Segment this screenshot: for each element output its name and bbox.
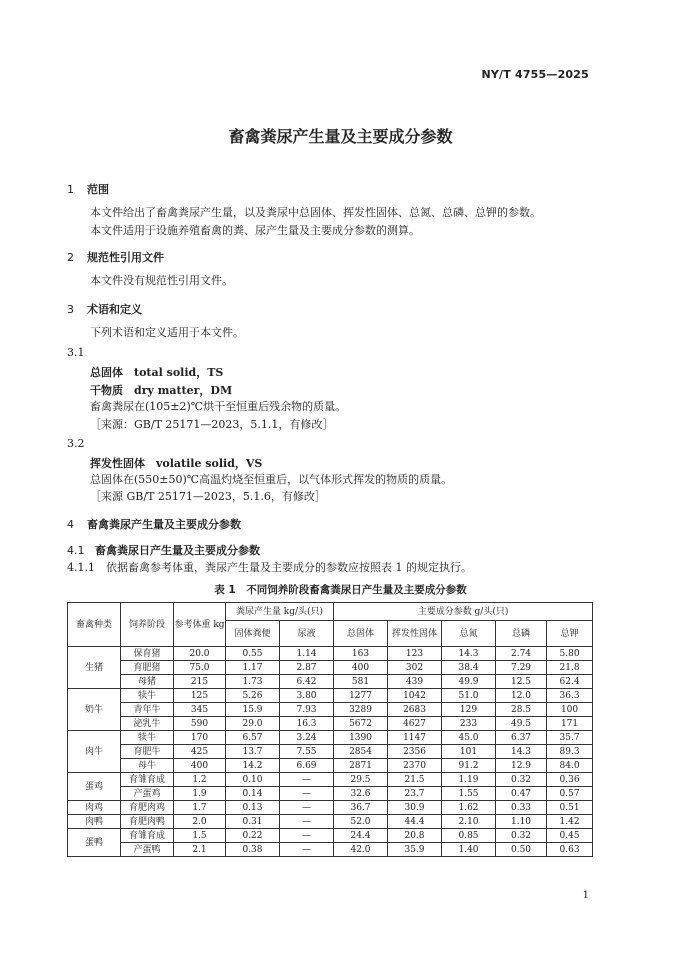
paragraph: 本文件给出了畜禽粪尿产生量，以及粪尿中总固体、挥发性固体、总氮、总磷、总钾的参数。 [90,206,541,219]
table-cell: 2.87 [280,661,334,675]
section-title: 术语和定义 [87,303,142,316]
header-stage: 饲养阶段 [121,603,174,647]
paragraph: 本文件适用于设施养殖畜禽的粪、尿产生量及主要成分参数的测算。 [90,224,420,237]
table-cell: 16.3 [280,717,334,731]
table-cell: 89.3 [547,745,593,759]
table-cell: 育雏育成 [121,773,174,787]
table-cell: 100 [547,703,593,717]
term-en: volatile solid，VS [156,457,263,470]
data-table [67,602,593,857]
term-zh: 干物质 [90,384,123,397]
table-cell: 0.57 [547,787,593,801]
table-cell: 49.9 [442,675,496,689]
table-cell: 犊牛 [121,689,174,703]
table-cell: 32.6 [334,787,388,801]
table-cell: 产蛋鸡 [121,787,174,801]
table-cell: 29.5 [334,773,388,787]
table-cell: 49.5 [496,717,547,731]
table-cell: 14.3 [496,745,547,759]
table-cell: 35.9 [388,843,442,857]
table-cell: 育肥肉鸭 [121,815,174,829]
table-cell: 青年牛 [121,703,174,717]
table-cell: 75.0 [174,661,226,675]
table-title: 表 1 不同饲养阶段畜禽粪尿日产生量及主要成分参数 [214,584,467,596]
table-cell: 0.38 [226,843,280,857]
section-number: 4.1 [67,544,85,557]
table-cell: 400 [334,661,388,675]
table-cell: 24.4 [334,829,388,843]
table-cell: 20.0 [174,647,226,661]
paragraph: 下列术语和定义适用于本文件。 [90,326,244,339]
term-en: total solid，TS [134,366,224,379]
table-cell: 30.9 [388,801,442,815]
table-cell: 保育猪 [121,647,174,661]
table-cell: — [280,829,334,843]
table-cell: 2683 [388,703,442,717]
table-cell: 0.22 [226,829,280,843]
section-title: 畜禽粪尿产生量及主要成分参数 [87,518,241,531]
table-cell: 6.57 [226,731,280,745]
table-cell: 5.26 [226,689,280,703]
page-number: 1 [582,890,589,901]
table-cell: 0.13 [226,801,280,815]
table-cell: 21.8 [547,661,593,675]
section-2-heading [67,249,164,265]
table-cell: 170 [174,731,226,745]
table-cell: 425 [174,745,226,759]
table-cell: 母牛 [121,759,174,773]
term-number: 3.1 [67,346,85,359]
table-cell: 0.45 [547,829,593,843]
paragraph: 本文件没有规范性引用文件。 [90,274,233,287]
term-source: ［来源 GB/T 25171—2023，5.1.6，有修改］ [90,490,326,503]
table-cell: 36.7 [334,801,388,815]
table-cell: 7.55 [280,745,334,759]
clause-number: 4.1.1 [67,561,95,574]
table-cell: 0.50 [496,843,547,857]
table-cell: 泌乳牛 [121,717,174,731]
section-3-heading [67,301,142,317]
table-cell: 171 [547,717,593,731]
table-cell: 2356 [388,745,442,759]
term-number: 3.2 [67,437,85,450]
document-title: 畜禽粪尿产生量及主要成分参数 [228,127,453,146]
species-cell: 肉牛 [68,731,121,773]
table-cell: 1.40 [442,843,496,857]
table-cell: 1.55 [442,787,496,801]
table-cell: 2.74 [496,647,547,661]
table-cell: 15.9 [226,703,280,717]
term-zh: 总固体 [90,366,123,379]
table-cell: 12.5 [496,675,547,689]
table-cell: 28.5 [496,703,547,717]
table-row [68,647,593,661]
table-cell: 13.7 [226,745,280,759]
table-cell: — [280,815,334,829]
table-cell: 1.9 [174,787,226,801]
table-cell: 2.0 [174,815,226,829]
table-cell: 123 [388,647,442,661]
table-cell: 439 [388,675,442,689]
table-cell: 1390 [334,731,388,745]
clause-text: 依据畜禽参考体重，粪尿产生量及主要成分的参数应按照表 1 的规定执行。 [106,561,472,574]
table-cell: 3.80 [280,689,334,703]
table-cell: 育肥牛 [121,745,174,759]
table-row [68,689,593,703]
table-cell: 1.14 [280,647,334,661]
table-cell: 6.69 [280,759,334,773]
header-tn: 总氮 [442,621,496,647]
table-cell: 14.3 [442,647,496,661]
table-cell: 1.7 [174,801,226,815]
table-cell: 0.32 [496,829,547,843]
table-cell: 育雏育成 [121,829,174,843]
table-cell: 0.31 [226,815,280,829]
section-title: 畜禽粪尿日产生量及主要成分参数 [95,544,260,557]
table-cell: 0.63 [547,843,593,857]
table-cell: 345 [174,703,226,717]
header-urine: 尿液 [280,621,334,647]
table-cell: 1.19 [442,773,496,787]
table-cell: 302 [388,661,442,675]
header-ts: 总固体 [334,621,388,647]
table-cell: 52.0 [334,815,388,829]
table-cell: 2370 [388,759,442,773]
standard-code: NY/T 4755—2025 [481,68,589,81]
table-cell: 3289 [334,703,388,717]
table-row [68,703,593,717]
header-vs: 挥发性固体 [388,621,442,647]
section-1-heading [67,181,109,197]
table-row [68,717,593,731]
table-row [68,773,593,787]
table-cell: 6.42 [280,675,334,689]
section-number: 1 [67,183,74,196]
table-cell: 12.0 [496,689,547,703]
header-output: 粪尿产生量 kg/头(只) [226,603,334,621]
term-definition: 畜禽粪尿在(105±2)℃烘干至恒重后残余物的质量。 [90,400,347,413]
term-dm [90,382,232,398]
table-cell: 5672 [334,717,388,731]
table-cell: 1042 [388,689,442,703]
table-cell: 0.10 [226,773,280,787]
table-cell: 1.17 [226,661,280,675]
table-cell: 400 [174,759,226,773]
table-row [68,759,593,773]
table-cell: 7.29 [496,661,547,675]
table-cell: 215 [174,675,226,689]
table-row [68,745,593,759]
species-cell: 蛋鸡 [68,773,121,801]
section-title: 规范性引用文件 [87,251,164,264]
table-cell: 84.0 [547,759,593,773]
table-cell: — [280,787,334,801]
table-cell: 45.0 [442,731,496,745]
table-cell: — [280,843,334,857]
section-4-heading [67,516,241,532]
section-number: 3 [67,303,74,316]
table-cell: 0.36 [547,773,593,787]
species-cell: 奶牛 [68,689,121,731]
species-cell: 生猪 [68,647,121,689]
table-cell: 590 [174,717,226,731]
table-cell: 0.47 [496,787,547,801]
clause-4-1-1 [67,561,472,575]
term-zh: 挥发性固体 [90,457,145,470]
table-row [68,829,593,843]
header-tk: 总钾 [547,621,593,647]
section-number: 2 [67,251,74,264]
table-cell: 91.2 [442,759,496,773]
table-cell: 犊牛 [121,731,174,745]
table-cell: 125 [174,689,226,703]
table-cell: 0.55 [226,647,280,661]
table-cell: 育肥肉鸡 [121,801,174,815]
table-cell: 0.51 [547,801,593,815]
table-cell: 1.10 [496,815,547,829]
table-cell: 2.1 [174,843,226,857]
table-cell: 2854 [334,745,388,759]
header-composition: 主要成分参数 g/头(只) [334,603,593,621]
table-cell: 21.5 [388,773,442,787]
table-row [68,787,593,801]
table-cell: 4627 [388,717,442,731]
table-cell: 101 [442,745,496,759]
term-en: dry matter，DM [134,384,233,397]
table-cell: 129 [442,703,496,717]
table-cell: 0.32 [496,773,547,787]
header-feces: 固体粪便 [226,621,280,647]
table-cell: 38.4 [442,661,496,675]
table-cell: 581 [334,675,388,689]
table-cell: 51.0 [442,689,496,703]
table-cell: 1.2 [174,773,226,787]
table-cell: 2.10 [442,815,496,829]
term-vs [90,455,262,471]
table-cell: 29.0 [226,717,280,731]
table-cell: 1147 [388,731,442,745]
table-cell: 1277 [334,689,388,703]
table-cell: 育肥猪 [121,661,174,675]
table-cell: 23.7 [388,787,442,801]
table-cell: 35.7 [547,731,593,745]
table-cell: 163 [334,647,388,661]
table-cell: 44.4 [388,815,442,829]
table-cell: 0.85 [442,829,496,843]
table-cell: 1.5 [174,829,226,843]
term-ts [90,364,223,380]
term-definition: 总固体在(550±50)℃高温灼烧至恒重后，以气体形式挥发的物质的质量。 [90,473,453,486]
table-row [68,661,593,675]
section-number: 4 [67,518,74,531]
table-cell: 1.62 [442,801,496,815]
term-source: ［来源：GB/T 25171—2023，5.1.1，有修改］ [90,418,334,431]
table-cell: 母猪 [121,675,174,689]
table-row [68,843,593,857]
table-cell: 20.8 [388,829,442,843]
table-cell: 产蛋鸭 [121,843,174,857]
table-cell: 12.9 [496,759,547,773]
table-row [68,675,593,689]
table-cell: 5.80 [547,647,593,661]
table-cell: — [280,773,334,787]
header-tp: 总磷 [496,621,547,647]
table-cell: 3.24 [280,731,334,745]
table-cell: 7.93 [280,703,334,717]
table-row [68,801,593,815]
species-cell: 蛋鸭 [68,829,121,857]
section-4-1-heading [67,542,260,558]
table-cell: 233 [442,717,496,731]
table-row [68,731,593,745]
table-cell: 1.42 [547,815,593,829]
table-cell: 1.73 [226,675,280,689]
table-cell: 42.0 [334,843,388,857]
table-body [68,647,593,857]
species-cell: 肉鸡 [68,801,121,815]
header-weight: 参考体重 kg [174,603,226,647]
table-cell: 36.3 [547,689,593,703]
table-cell: 6.37 [496,731,547,745]
table-cell: — [280,801,334,815]
table-cell: 14.2 [226,759,280,773]
table-cell: 2871 [334,759,388,773]
table-cell: 62.4 [547,675,593,689]
section-title: 范围 [87,183,109,196]
table-cell: 0.14 [226,787,280,801]
header-species: 畜禽种类 [68,603,121,647]
table-cell: 0.33 [496,801,547,815]
table-row [68,815,593,829]
species-cell: 肉鸭 [68,815,121,829]
